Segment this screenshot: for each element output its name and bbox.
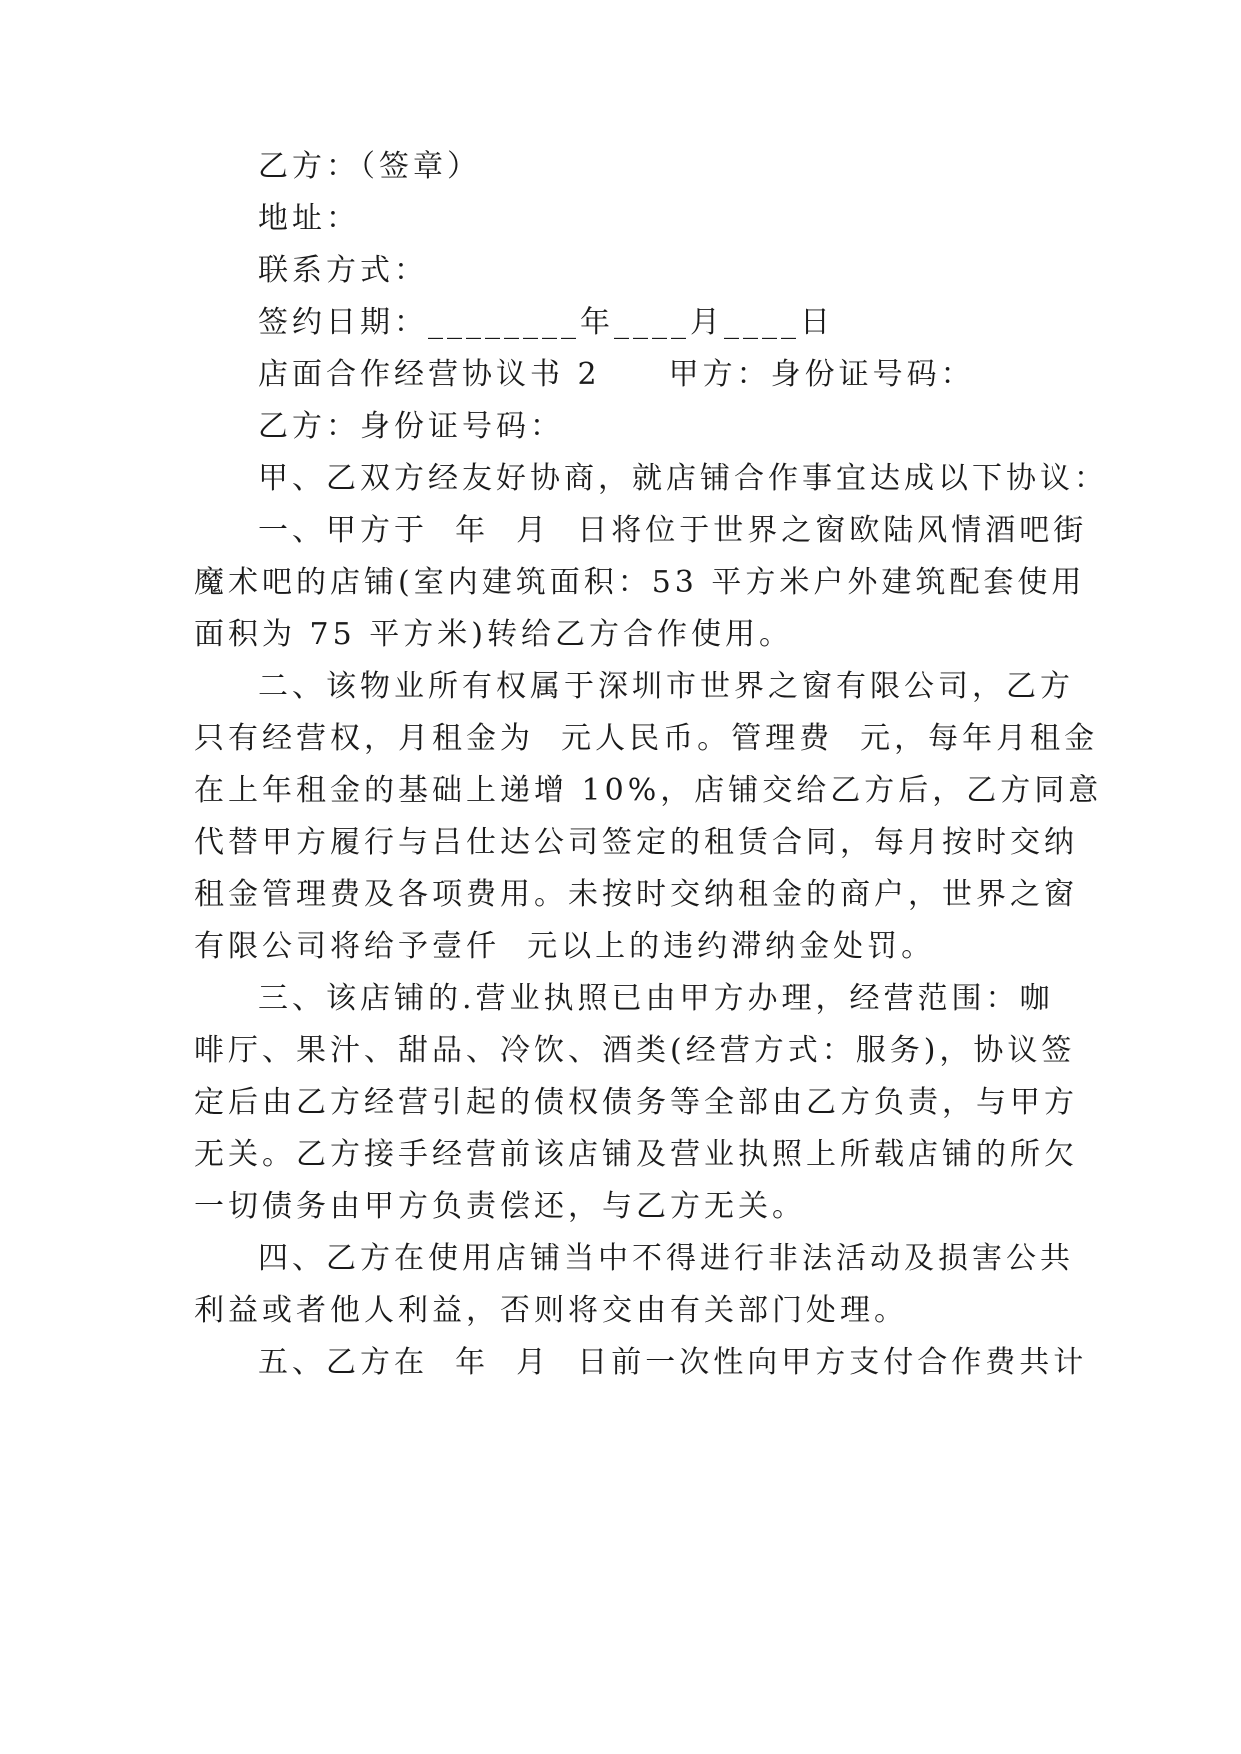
clause-5-line: 五、乙方在 年 月 日前一次性向甲方支付合作费共计 bbox=[258, 1345, 1088, 1380]
clause-2-line: 有限公司将给予壹仟 元以上的违约滞纳金处罚。 bbox=[194, 929, 936, 964]
contact-line: 联系方式： bbox=[258, 253, 428, 288]
clause-4-line: 利益或者他人利益，否则将交由有关部门处理。 bbox=[194, 1293, 908, 1328]
clause-4-line: 四、乙方在使用店铺当中不得进行非法活动及损害公共 bbox=[258, 1241, 1074, 1276]
sign-date-line: 签约日期：________年____月____日 bbox=[258, 305, 834, 340]
party-b-signature-line: 乙方：（签章） bbox=[258, 149, 481, 184]
party-b-id-line: 乙方：身份证号码： bbox=[258, 409, 564, 444]
clause-3-line: 三、该店铺的.营业执照已由甲方办理，经营范围：咖 bbox=[258, 981, 1054, 1016]
clause-2-line: 二、该物业所有权属于深圳市世界之窗有限公司，乙方 bbox=[258, 669, 1074, 704]
clause-3-line: 定后由乙方经营引起的债权债务等全部由乙方负责，与甲方 bbox=[194, 1085, 1078, 1120]
clause-2-line: 代替甲方履行与吕仕达公司签定的租赁合同，每月按时交纳 bbox=[194, 825, 1078, 860]
clause-1-line: 魔术吧的店铺(室内建筑面积：53 平方米户外建筑配套使用 bbox=[194, 565, 1086, 600]
clause-1-line: 面积为 75 平方米)转给乙方合作使用。 bbox=[194, 617, 793, 652]
clause-3-line: 一切债务由甲方负责偿还，与乙方无关。 bbox=[194, 1189, 806, 1224]
agreement-title-line: 店面合作经营协议书 2 甲方：身份证号码： bbox=[258, 357, 975, 392]
intro-line: 甲、乙双方经友好协商，就店铺合作事宜达成以下协议： bbox=[258, 461, 1108, 496]
clause-2-line: 在上年租金的基础上递增 10%，店铺交给乙方后，乙方同意 bbox=[194, 773, 1103, 808]
address-line: 地址： bbox=[258, 201, 360, 236]
clause-2-line: 租金管理费及各项费用。未按时交纳租金的商户，世界之窗 bbox=[194, 877, 1078, 912]
clause-1-line: 一、甲方于 年 月 日将位于世界之窗欧陆风情酒吧街 bbox=[258, 513, 1088, 548]
clause-3-line: 啡厅、果汁、甜品、冷饮、酒类(经营方式：服务)，协议签 bbox=[194, 1033, 1076, 1068]
clause-2-line: 只有经营权，月租金为 元人民币。管理费 元，每年月租金 bbox=[194, 721, 1099, 756]
clause-3-line: 无关。乙方接手经营前该店铺及营业执照上所载店铺的所欠 bbox=[194, 1137, 1078, 1172]
